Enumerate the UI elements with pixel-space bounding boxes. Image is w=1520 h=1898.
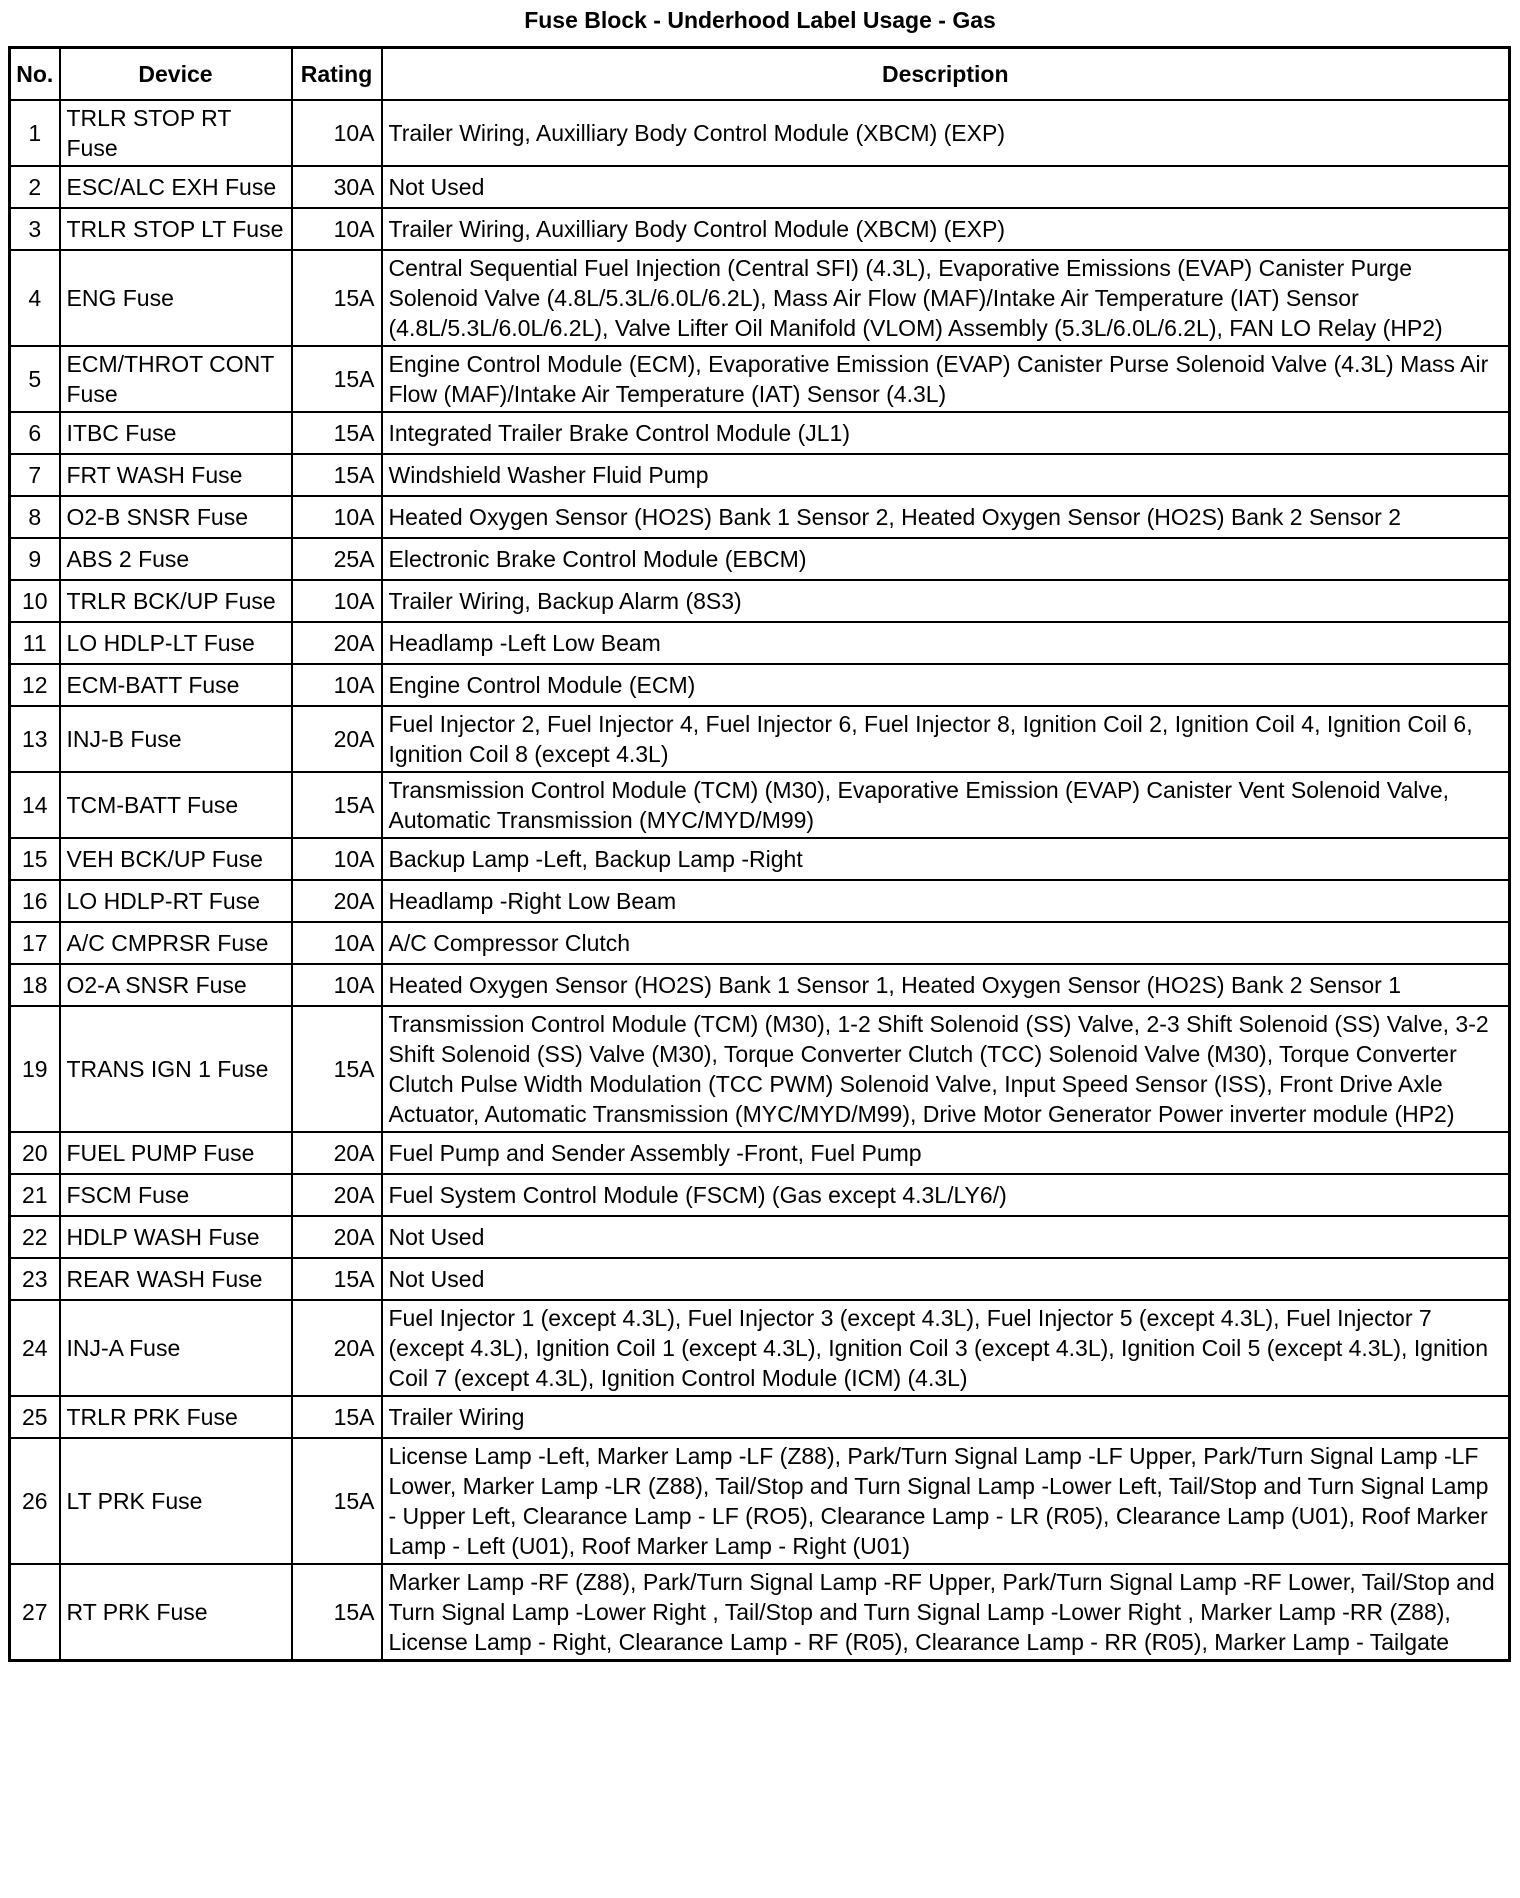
cell-description: Fuel Injector 2, Fuel Injector 4, Fuel Injector 6, Fuel Injector 8, Ignition Coil 2, Ignition Coil 4, Ignition Coil 6, Ignition Coil 8 (except 4.3L) [382,706,1510,772]
table-row [10,1132,1510,1174]
cell-device: ESC/ALC EXH Fuse [60,166,292,208]
table-header-row [10,48,1510,101]
cell-description: Headlamp -Right Low Beam [382,880,1510,922]
cell-no: 23 [10,1258,60,1300]
cell-no: 27 [10,1564,60,1661]
cell-rating: 10A [292,496,382,538]
cell-description: Integrated Trailer Brake Control Module (JL1) [382,412,1510,454]
table-body [10,100,1510,1661]
cell-device: TRANS IGN 1 Fuse [60,1006,292,1132]
cell-rating: 10A [292,100,382,166]
table-row [10,346,1510,412]
cell-device: TRLR BCK/UP Fuse [60,580,292,622]
cell-device: LO HDLP-RT Fuse [60,880,292,922]
cell-rating: 20A [292,880,382,922]
cell-no: 10 [10,580,60,622]
cell-rating: 15A [292,454,382,496]
page-title: Fuse Block - Underhood Label Usage - Gas [524,7,996,33]
cell-rating: 15A [292,772,382,838]
cell-no: 12 [10,664,60,706]
cell-device: TRLR STOP RT Fuse [60,100,292,166]
cell-no: 24 [10,1300,60,1396]
table-row [10,1174,1510,1216]
cell-description: Trailer Wiring, Backup Alarm (8S3) [382,580,1510,622]
cell-description: Fuel Pump and Sender Assembly -Front, Fuel Pump [382,1132,1510,1174]
header-no: No. [10,48,60,101]
cell-no: 9 [10,538,60,580]
cell-no: 18 [10,964,60,1006]
cell-rating: 30A [292,166,382,208]
cell-no: 1 [10,100,60,166]
cell-rating: 15A [292,1396,382,1438]
cell-description: Engine Control Module (ECM), Evaporative Emission (EVAP) Canister Purse Solenoid Valve (4.3L) Mass Air Flow (MAF)/Intake Air Temperature (IAT) Sensor (4.3L) [382,346,1510,412]
cell-no: 25 [10,1396,60,1438]
cell-no: 11 [10,622,60,664]
cell-no: 8 [10,496,60,538]
cell-no: 6 [10,412,60,454]
cell-rating: 20A [292,1174,382,1216]
table-row [10,1396,1510,1438]
header-device: Device [60,48,292,101]
cell-description: A/C Compressor Clutch [382,922,1510,964]
cell-device: ABS 2 Fuse [60,538,292,580]
cell-no: 16 [10,880,60,922]
cell-description: Heated Oxygen Sensor (HO2S) Bank 1 Sensor 2, Heated Oxygen Sensor (HO2S) Bank 2 Sensor 2 [382,496,1510,538]
table-row [10,538,1510,580]
table-row [10,496,1510,538]
cell-device: TRLR PRK Fuse [60,1396,292,1438]
table-row [10,880,1510,922]
table-row [10,664,1510,706]
cell-no: 3 [10,208,60,250]
cell-description: Fuel System Control Module (FSCM) (Gas except 4.3L/LY6/) [382,1174,1510,1216]
cell-no: 2 [10,166,60,208]
table-row [10,706,1510,772]
cell-device: INJ-A Fuse [60,1300,292,1396]
cell-description: Not Used [382,1258,1510,1300]
cell-description: Trailer Wiring, Auxilliary Body Control Module (XBCM) (EXP) [382,100,1510,166]
cell-device: FUEL PUMP Fuse [60,1132,292,1174]
cell-rating: 20A [292,622,382,664]
cell-no: 26 [10,1438,60,1564]
cell-rating: 15A [292,346,382,412]
cell-no: 7 [10,454,60,496]
header-description: Description [382,48,1510,101]
cell-rating: 20A [292,1216,382,1258]
cell-description: Fuel Injector 1 (except 4.3L), Fuel Injector 3 (except 4.3L), Fuel Injector 5 (except 4.3L), Fuel Injector 7 (except 4.3L), Ignition Coil 1 (except 4.3L), Ignition Coil 3 (except 4.3L), Ignition Coil 5 (except 4.3L), Ignition Coil 7 (except 4.3L), Ignition Control Module (ICM) (4.3L) [382,1300,1510,1396]
cell-description: Trailer Wiring [382,1396,1510,1438]
cell-description: Central Sequential Fuel Injection (Central SFI) (4.3L), Evaporative Emissions (EVAP) Canister Purge Solenoid Valve (4.8L/5.3L/6.0L/6.2L), Mass Air Flow (MAF)/Intake Air Temperature (IAT) Sensor (4.8L/5.3L/6.0L/6.2L), Valve Lifter Oil Manifold (VLOM) Assembly (5.3L/6.0L/6.2L), FAN LO Relay (HP2) [382,250,1510,346]
table-row [10,208,1510,250]
cell-device: LT PRK Fuse [60,1438,292,1564]
cell-rating: 15A [292,412,382,454]
table-row [10,1258,1510,1300]
cell-rating: 10A [292,964,382,1006]
cell-no: 15 [10,838,60,880]
cell-device: LO HDLP-LT Fuse [60,622,292,664]
cell-description: License Lamp -Left, Marker Lamp -LF (Z88), Park/Turn Signal Lamp -LF Upper, Park/Turn Signal Lamp -LF Lower, Marker Lamp -LR (Z88), Tail/Stop and Turn Signal Lamp -Lower Left, Tail/Stop and Turn Signal Lamp - Upper Left, Clearance Lamp - LF (RO5), Clearance Lamp - LR (R05), Clearance Lamp (U01), Roof Marker Lamp - Left (U01), Roof Marker Lamp - Right (U01) [382,1438,1510,1564]
cell-device: ITBC Fuse [60,412,292,454]
header-rating: Rating [292,48,382,101]
cell-device: A/C CMPRSR Fuse [60,922,292,964]
table-row [10,772,1510,838]
cell-device: HDLP WASH Fuse [60,1216,292,1258]
cell-rating: 10A [292,208,382,250]
cell-rating: 10A [292,580,382,622]
cell-rating: 10A [292,922,382,964]
cell-device: O2-A SNSR Fuse [60,964,292,1006]
table-row [10,1006,1510,1132]
cell-device: REAR WASH Fuse [60,1258,292,1300]
cell-rating: 15A [292,1006,382,1132]
cell-device: VEH BCK/UP Fuse [60,838,292,880]
cell-device: ECM/THROT CONT Fuse [60,346,292,412]
cell-device: INJ-B Fuse [60,706,292,772]
cell-no: 14 [10,772,60,838]
table-row [10,1564,1510,1661]
cell-description: Transmission Control Module (TCM) (M30), Evaporative Emission (EVAP) Canister Vent Solenoid Valve, Automatic Transmission (MYC/MYD/M99) [382,772,1510,838]
cell-description: Engine Control Module (ECM) [382,664,1510,706]
cell-rating: 15A [292,1438,382,1564]
cell-no: 22 [10,1216,60,1258]
cell-device: O2-B SNSR Fuse [60,496,292,538]
cell-no: 20 [10,1132,60,1174]
cell-rating: 25A [292,538,382,580]
cell-device: TCM-BATT Fuse [60,772,292,838]
table-row [10,838,1510,880]
cell-description: Marker Lamp -RF (Z88), Park/Turn Signal Lamp -RF Upper, Park/Turn Signal Lamp -RF Lower, Tail/Stop and Turn Signal Lamp -Lower Right , Tail/Stop and Turn Signal Lamp -Lower Right , Marker Lamp -RR (Z88), License Lamp - Right, Clearance Lamp - RF (R05), Clearance Lamp - RR (R05), Marker Lamp - Tailgate [382,1564,1510,1661]
cell-device: TRLR STOP LT Fuse [60,208,292,250]
cell-rating: 20A [292,1132,382,1174]
fuse-table [8,46,1511,1662]
table-row [10,1438,1510,1564]
cell-rating: 20A [292,1300,382,1396]
cell-device: ECM-BATT Fuse [60,664,292,706]
cell-description: Backup Lamp -Left, Backup Lamp -Right [382,838,1510,880]
cell-no: 17 [10,922,60,964]
cell-description: Transmission Control Module (TCM) (M30), 1-2 Shift Solenoid (SS) Valve, 2-3 Shift Solenoid (SS) Valve, 3-2 Shift Solenoid (SS) Valve (M30), Torque Converter Clutch (TCC) Solenoid Valve (M30), Torque Converter Clutch Pulse Width Modulation (TCC PWM) Solenoid Valve, Input Speed Sensor (ISS), Front Drive Axle Actuator, Automatic Transmission (MYC/MYD/M99), Drive Motor Generator Power inverter module (HP2) [382,1006,1510,1132]
table-row [10,166,1510,208]
cell-rating: 20A [292,706,382,772]
cell-description: Headlamp -Left Low Beam [382,622,1510,664]
cell-description: Trailer Wiring, Auxilliary Body Control Module (XBCM) (EXP) [382,208,1510,250]
cell-rating: 15A [292,1258,382,1300]
cell-rating: 10A [292,838,382,880]
cell-description: Not Used [382,166,1510,208]
table-row [10,412,1510,454]
table-row [10,250,1510,346]
cell-device: RT PRK Fuse [60,1564,292,1661]
cell-device: FSCM Fuse [60,1174,292,1216]
cell-no: 21 [10,1174,60,1216]
table-row [10,100,1510,166]
cell-rating: 10A [292,664,382,706]
table-row [10,922,1510,964]
cell-description: Not Used [382,1216,1510,1258]
cell-description: Electronic Brake Control Module (EBCM) [382,538,1510,580]
cell-rating: 15A [292,1564,382,1661]
cell-no: 19 [10,1006,60,1132]
cell-no: 5 [10,346,60,412]
table-row [10,454,1510,496]
cell-no: 13 [10,706,60,772]
cell-description: Heated Oxygen Sensor (HO2S) Bank 1 Sensor 1, Heated Oxygen Sensor (HO2S) Bank 2 Sensor 1 [382,964,1510,1006]
cell-rating: 15A [292,250,382,346]
table-row [10,1300,1510,1396]
cell-device: ENG Fuse [60,250,292,346]
table-row [10,964,1510,1006]
table-row [10,580,1510,622]
table-row [10,622,1510,664]
cell-description: Windshield Washer Fluid Pump [382,454,1510,496]
cell-no: 4 [10,250,60,346]
cell-device: FRT WASH Fuse [60,454,292,496]
table-row [10,1216,1510,1258]
